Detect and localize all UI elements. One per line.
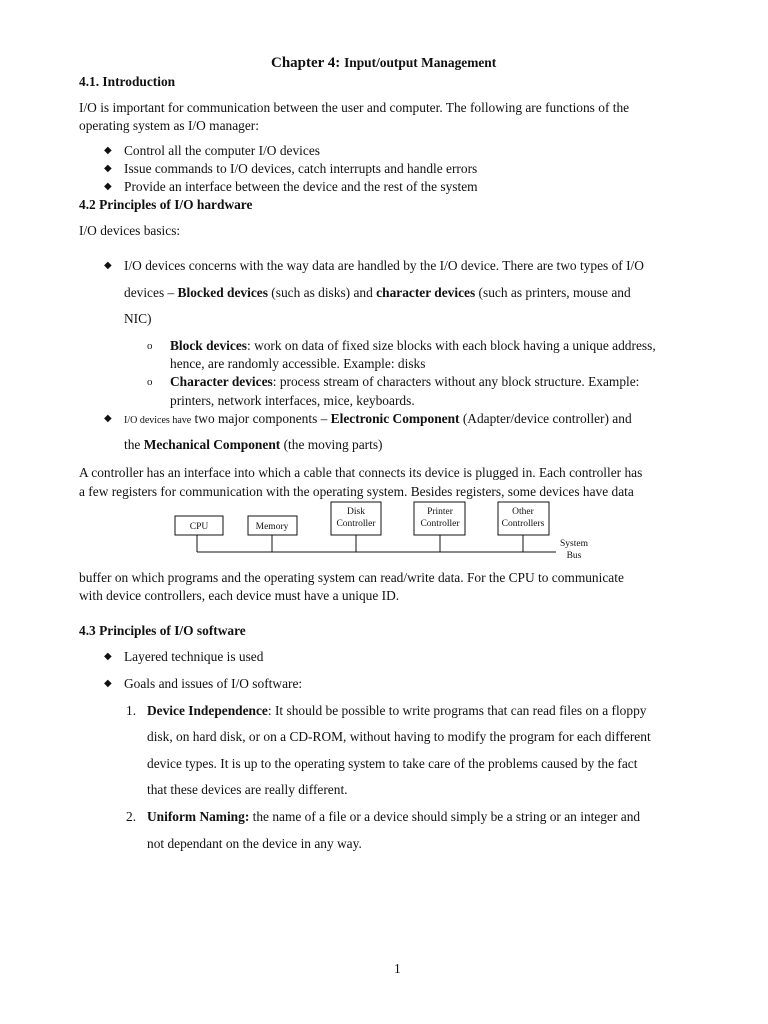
term-blocked-devices: Blocked devices — [177, 285, 268, 300]
controller-line-1: A controller has an interface into which a cable that connects its device is plugged in. Each controller has — [79, 465, 643, 480]
list-item: Layered technique is used — [124, 649, 264, 664]
cpu-label: CPU — [189, 522, 209, 532]
list-item: Goals and issues of I/O software: — [124, 676, 303, 691]
diamond-bullet-icon: ◆ — [104, 163, 112, 174]
controller-line-2: a few registers for communication with the operating system. Besides registers, some devices have data — [79, 484, 634, 499]
block-devices-line-2: hence, are randomly accessible. Example: disks — [170, 356, 426, 371]
device-independence-line-2: disk, on hard disk, or on a CD-ROM, without having to modify the program for each different — [147, 729, 651, 744]
page-number: 1 — [394, 961, 401, 976]
diamond-bullet-icon: ◆ — [104, 651, 112, 662]
list-item: Provide an interface between the device and the rest of the system — [124, 179, 478, 194]
device-independence-line-1 — [147, 703, 646, 719]
uniform-naming-line-1 — [147, 809, 640, 825]
text-run: (such as disks) and — [267, 285, 377, 300]
item-number: 1. — [126, 703, 137, 718]
circle-bullet-icon: o — [147, 376, 153, 388]
device-types-line-3: NIC) — [124, 311, 152, 326]
list-item: Control all the computer I/O devices — [124, 143, 320, 158]
circle-bullet-icon: o — [147, 340, 153, 352]
device-independence-line-3: device types. It is up to the operating system to take care of the problems caused by the fact — [147, 756, 638, 771]
section-heading-4-1: 4.1. Introduction — [79, 74, 176, 89]
text-run: (such as printers, mouse and — [475, 285, 631, 300]
io-basics-label: I/O devices basics: — [79, 223, 181, 238]
system-bus-label-1: System — [560, 539, 588, 549]
term-electronic-component: Electronic Component — [330, 411, 460, 426]
term-character-devices-sub: Character devices — [170, 374, 273, 389]
system-bus-label-2: Bus — [566, 551, 582, 561]
diamond-bullet-icon: ◆ — [104, 413, 112, 424]
device-types-line-1: I/O devices concerns with the way data are handled by the I/O device. There are two types of I/O — [124, 258, 644, 273]
chapter-subtitle: Input/output Management — [344, 55, 497, 70]
text-run: the name of a file or a device should simply be a string or an integer and — [249, 809, 641, 824]
text-run: : work on data of fixed size blocks with each block having a unique address, — [247, 338, 656, 353]
other-controllers-label-1: Other — [512, 507, 534, 517]
item-number: 2. — [126, 809, 137, 824]
term-uniform-naming: Uniform Naming: — [147, 809, 250, 824]
chapter-label: Chapter 4: — [271, 55, 341, 71]
term-device-independence: Device Independence — [147, 703, 268, 718]
controller-line-4: with device controllers, each device must have a unique ID. — [79, 588, 400, 603]
term-character-devices: character devices — [376, 285, 476, 300]
text-run: : process stream of characters without any block structure. Example: — [272, 374, 640, 389]
text-run: : It should be possible to write programs that can read files on a floppy — [267, 703, 647, 718]
diamond-bullet-icon: ◆ — [104, 260, 112, 271]
diamond-bullet-icon: ◆ — [104, 678, 112, 689]
other-controllers-label-2: Controllers — [501, 519, 545, 529]
list-item: Issue commands to I/O devices, catch interrupts and handle errors — [124, 161, 478, 176]
controller-line-3: buffer on which programs and the operating system can read/write data. For the CPU to communicate — [79, 570, 624, 585]
device-independence-line-4: that these devices are really different. — [147, 782, 348, 797]
section-heading-4-2: 4.2 Principles of I/O hardware — [79, 197, 253, 212]
memory-label: Memory — [255, 522, 289, 532]
term-mechanical-component: Mechanical Component — [143, 437, 281, 452]
section-heading-4-3: 4.3 Principles of I/O software — [79, 623, 246, 638]
diamond-bullet-icon: ◆ — [104, 181, 112, 192]
intro-line-1: I/O is important for communication between the user and computer. The following are functions of the — [79, 100, 630, 115]
uniform-naming-line-2: not dependant on the device in any way. — [147, 836, 362, 851]
text-run-small: I/O devices have — [124, 415, 192, 426]
text-run: two major components – — [191, 411, 331, 426]
diamond-bullet-icon: ◆ — [104, 145, 112, 156]
text-run: (the moving parts) — [280, 437, 383, 452]
printer-controller-label-1: Printer — [427, 507, 453, 517]
text-run: devices – — [124, 285, 178, 300]
printer-controller-label-2: Controller — [420, 519, 460, 529]
term-block-devices: Block devices — [170, 338, 247, 353]
text-run: (Adapter/device controller) and — [459, 411, 632, 426]
intro-line-2: operating system as I/O manager: — [79, 118, 259, 133]
text-run: the — [124, 437, 144, 452]
character-devices-line-2: printers, network interfaces, mice, keyboards. — [170, 393, 415, 408]
disk-controller-label-1: Disk — [347, 507, 365, 517]
disk-controller-label-2: Controller — [336, 519, 376, 529]
